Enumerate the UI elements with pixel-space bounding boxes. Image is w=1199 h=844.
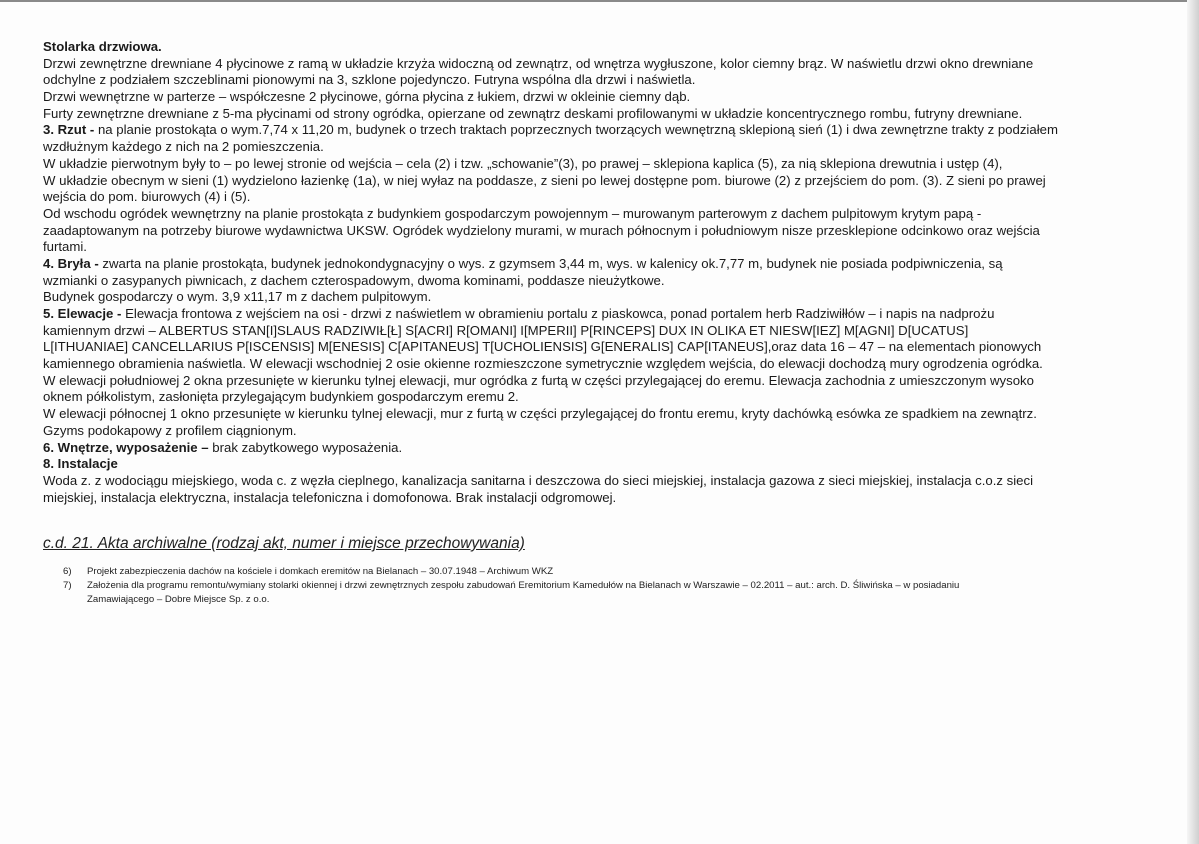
text-line (43, 373, 1058, 390)
bold-heading: 8. Instalacje (43, 456, 118, 472)
text-line (43, 39, 1058, 56)
reference-number (63, 593, 87, 607)
text-line (43, 406, 1058, 423)
line-text: Budynek gospodarczy o wym. 3,9 x11,17 m z dachem pulpitowym. (43, 289, 432, 305)
text-line (43, 456, 1058, 473)
text-line (43, 206, 1058, 223)
text-line (43, 189, 1058, 206)
text-line (43, 473, 1058, 490)
line-text: Furty zewnętrzne drewniane z 5-ma płycinami od strony ogródka, opierzane od zewnątrz deskami profilowanymi w układzie koncentrycznego rombu, futryny drewniane. (43, 105, 1023, 121)
reference-list (63, 565, 959, 607)
text-line (43, 389, 1058, 406)
line-text: oknem półkolistym, zasłonięta przylegającym budynkiem gospodarczym eremu 2. (43, 389, 519, 405)
text-line (43, 273, 1058, 290)
text-line (43, 239, 1058, 256)
line-text: W układzie pierwotnym były to – po lewej stronie od wejścia – cela (2) i tzw. „schowanie”(3), po prawej – sklepiona kaplica (5), za nią sklepiona drewutnia i ustęp (4), (43, 155, 1003, 171)
line-text: L[ITHUANIAE] CANCELLARIUS P[ISCENSIS] M[ENESIS] C[APITANEUS] T[UCHOLIENSIS] G[ENERALIS] CAP[ITANEUS],oraz data 16 – 47 – na elementach pionowych (43, 339, 1042, 355)
bold-heading: 4. Bryła - (43, 255, 99, 271)
line-text: kamiennego obramienia naświetla. W elewacji wschodniej 2 osie okienne rozmieszczone symetrycznie względem wejścia, do elewacji dochodzą mury ogrodzenia ogródka. (43, 356, 1043, 372)
bold-heading: 3. Rzut - (43, 122, 95, 138)
text-line (43, 423, 1058, 440)
bold-heading: Stolarka drzwiowa. (43, 39, 162, 54)
reference-text: Zamawiającego – Dobre Miejsce Sp. z o.o. (87, 594, 270, 605)
line-text: zaadaptowanym na potrzeby biurowe wydawnictwa UKSW. Ogródek wydzielony murami, w murach północnym i południowym nisze przesklepione odcinkowo oraz wejścia (43, 222, 1040, 238)
line-text: wzdłużnym każdego z nich na 2 pomieszczenia. (43, 139, 324, 155)
text-line (43, 256, 1058, 273)
line-text: kamiennym drzwi – ALBERTUS STAN[I]SLAUS RADZIWIŁ[Ł] S[ACRI] R[OMANI] I[MPERII] P[RINCEPS] DUX IN OLIKA ET NIESW[IEZ] M[AGNI] D[UCATUS] (43, 322, 969, 338)
text-line (43, 490, 1058, 507)
reference-item (63, 565, 959, 579)
text-line (43, 89, 1058, 106)
scan-right-edge (1187, 0, 1199, 844)
text-line (43, 440, 1058, 457)
line-text: W układzie obecnym w sieni (1) wydzielono łazienkę (1a), w niej wyłaz na poddasze, z sieni po lewej dostępne pom. biurowe (2) z przejściem do pom. (3). Z sieni po prawej (43, 172, 1046, 188)
line-text: Od wschodu ogródek wewnętrzny na planie prostokąta z budynkiem gospodarczym powojennym – murowanym parterowym z dachem pulpitowym krytym papą - (43, 205, 982, 221)
reference-text: Projekt zabezpieczenia dachów na kościele i domkach eremitów na Bielanach – 30.07.1948 – Archiwum WKZ (87, 566, 554, 577)
reference-number: 7) (63, 580, 72, 591)
bold-heading: 5. Elewacje - (43, 306, 122, 321)
line-text: Drzwi wewnętrzne w parterze – współczesne 2 płycinowe, górna płycina z łukiem, drzwi w okleinie ciemny dąb. (43, 89, 691, 105)
text-line (43, 289, 1058, 306)
line-text: Elewacja frontowa z wejściem na osi - drzwi z naświetlem w obramieniu portalu z piaskowca, ponad portalem herb Radziwiłłów – i napis na nadprożu (121, 306, 995, 321)
line-text: Drzwi zewnętrzne drewniane 4 płycinowe z ramą w układzie krzyża widoczną od zewnątrz, od wnętrza wygłuszone, kolor ciemny brąz. W naświetlu drzwi okno drewniane (43, 55, 1034, 71)
text-line (43, 223, 1058, 240)
text-line (43, 156, 1058, 173)
line-text: wzmianki o zasypanych piwnicach, z dachem czterospadowym, dwoma kominami, poddasze nieużytkowe. (43, 272, 665, 288)
text-line (43, 122, 1058, 139)
scan-top-edge (0, 0, 1199, 2)
document-body (43, 39, 1058, 506)
reference-item (63, 593, 959, 607)
text-line (43, 139, 1058, 156)
reference-number: 6) (63, 566, 72, 577)
text-line (43, 339, 1058, 356)
text-line (43, 356, 1058, 373)
text-line (43, 173, 1058, 190)
line-text: furtami. (43, 239, 87, 255)
line-text: W elewacji południowej 2 okna przesunięte w kierunku tylnej elewacji, mur ogródka z furtą w części przylegającej do eremu. Elewacja zachodnia z umieszczonym wysoko (43, 372, 1034, 388)
text-line (43, 106, 1058, 123)
line-text: zwarta na planie prostokąta, budynek jednokondygnacyjny o wys. z gzymsem 3,44 m, wys. w kalenicy ok.7,77 m, budynek nie posiada podpiwniczenia, są (98, 255, 1003, 271)
line-text: W elewacji północnej 1 okno przesunięte w kierunku tylnej elewacji, mur z furtą w części przylegającej do frontu eremu, kryty dachówką esówka ze spadkiem na zewnątrz. (43, 406, 1037, 422)
text-line (43, 306, 1058, 323)
line-text: wejścia do pom. biurowych (4) i (5). (43, 189, 251, 205)
line-text: na planie prostokąta o wym.7,74 x 11,20 m, budynek o trzech traktach poprzecznych tworzących wewnętrzną sklepioną sień (1) i dwa zewnętrzne trakty z podziałem (94, 122, 1058, 138)
reference-item (63, 579, 959, 593)
line-text: Gzyms podokapowy z profilem ciągnionym. (43, 422, 297, 438)
line-text: Woda z. z wodociągu miejskiego, woda c. z węzła cieplnego, kanalizacja sanitarna i deszczowa do sieci miejskiej, instalacja gazowa z sieci miejskiej, instalacja c.o.z sieci (43, 472, 1034, 488)
line-text: brak zabytkowego wyposażenia. (208, 439, 403, 455)
line-text: miejskiej, instalacja elektryczna, instalacja telefoniczna i domofonowa. Brak instalacji odgromowej. (43, 489, 617, 505)
section-heading: c.d. 21. Akta archiwalne (rodzaj akt, numer i miejsce przechowywania) (43, 535, 525, 552)
text-line (43, 323, 1058, 340)
reference-text: Założenia dla programu remontu/wymiany stolarki okiennej i drzwi zewnętrznych zespołu zabudowań Eremitorium Kamedułów na Bielanach w Warszawie – 02.2011 – aut.: arch. D. Śliwińska – w posiadaniu (87, 580, 960, 591)
text-line (43, 72, 1058, 89)
text-line (43, 56, 1058, 73)
bold-heading: 6. Wnętrze, wyposażenie – (43, 439, 209, 455)
line-text: odchylne z podziałem szczeblinami pionowymi na 3, szklone pojedynczo. Futryna wspólna dla drzwi i naświetla. (43, 72, 696, 88)
